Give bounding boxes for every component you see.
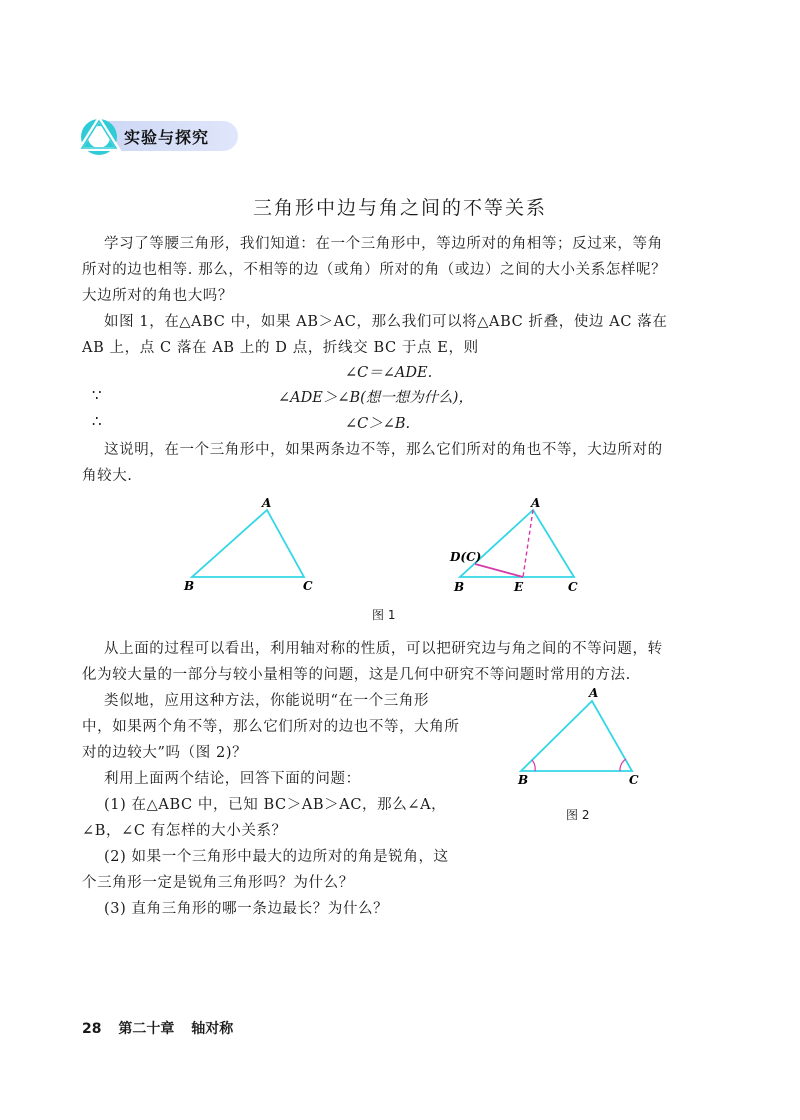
paragraph-line: 大边所对的角也大吗？ [82, 288, 233, 304]
paragraph-line: 类似地，应用这种方法，你能说明“在一个三角形 [104, 693, 430, 709]
chapter-label: 第二十章 [118, 1021, 175, 1037]
paragraph-line: 从上面的过程可以看出，利用轴对称的性质，可以把研究边与角之间的不等问题，转 [104, 641, 663, 657]
fold-line-ae [523, 510, 533, 577]
paragraph-line: 化为较大量的一部分与较小量相等的问题，这是几何中研究不等问题时常用的方法. [82, 667, 631, 683]
paragraph-line: AB 上，点 C 落在 AB 上的 D 点，折线交 BC 于点 E，则 [82, 340, 479, 356]
segment-de [475, 564, 523, 577]
figure-2-caption: 图 2 [566, 808, 590, 822]
paragraph-line: 中，如果两个角不等，那么它们所对的边也不等，大角所 [82, 719, 460, 735]
label-a-right: A [531, 496, 541, 510]
label-b-left: B [184, 579, 195, 593]
page-number: 28 [82, 1021, 102, 1037]
because-symbol: ∵ [92, 386, 102, 404]
paragraph-line: 角较大. [82, 468, 133, 484]
paragraph-line: 学习了等腰三角形，我们知道：在一个三角形中，等边所对的角相等；反过来，等角 [104, 236, 663, 252]
equation-1: ∠C＝∠ADE. [345, 365, 433, 381]
angle-b-arc [532, 760, 535, 771]
paragraph-line: 如图 1，在△ABC 中，如果 AB＞AC，那么我们可以将△ABC 折叠，使边 AC 落在 [104, 314, 668, 330]
figure-2 [510, 685, 660, 790]
paragraph-line: 这说明，在一个三角形中，如果两条边不等，那么它们所对的角也不等，大边所对的 [104, 442, 663, 458]
label-a-fig2: A [589, 686, 599, 700]
question-1-continued: ∠B，∠C 有怎样的大小关系？ [82, 823, 287, 839]
label-d-right: D(C) [450, 550, 482, 564]
label-b-right: B [454, 580, 465, 594]
question-2-continued: 个三角形一定是锐角三角形吗？为什么？ [82, 875, 354, 891]
paragraph-line: 所对的边也相等. 那么，不相等的边（或角）所对的角（或边）之间的大小关系怎样呢？ [82, 262, 667, 278]
triangle-circle-icon [78, 115, 122, 157]
question-2: (2) 如果一个三角形中最大的边所对的角是锐角，这 [104, 849, 449, 865]
paragraph-line: 利用上面两个结论，回答下面的问题： [104, 771, 361, 787]
equation-2: ∠ADE＞∠B(想一想为什么)， [278, 390, 473, 406]
therefore-symbol: ∴ [92, 412, 102, 430]
triangle-abc-fig2 [521, 701, 632, 771]
label-c-right: C [568, 580, 578, 594]
triangle-abc-right [460, 510, 574, 577]
triangle-abc-left [192, 510, 304, 577]
figure-1-caption: 图 1 [372, 608, 396, 622]
label-a-left: A [262, 496, 272, 510]
section-badge [78, 115, 238, 155]
label-b-fig2: B [518, 773, 529, 787]
section-badge-label: 实验与探究 [124, 128, 210, 147]
figure-1 [170, 495, 610, 600]
label-e-right: E [514, 580, 524, 594]
question-1: (1) 在△ABC 中，已知 BC＞AB＞AC，那么∠A， [104, 797, 447, 813]
equation-3: ∠C＞∠B. [345, 416, 411, 432]
label-c-left: C [303, 579, 313, 593]
label-c-fig2: C [629, 773, 639, 787]
page-title: 三角形中边与角之间的不等关系 [252, 197, 547, 219]
paragraph-line: 对的边较大”吗（图 2)？ [82, 745, 248, 761]
angle-c-arc [620, 759, 626, 771]
question-3: (3) 直角三角形的哪一条边最长？为什么？ [104, 901, 389, 917]
chapter-title: 轴对称 [191, 1021, 234, 1037]
page-footer [82, 1018, 245, 1038]
